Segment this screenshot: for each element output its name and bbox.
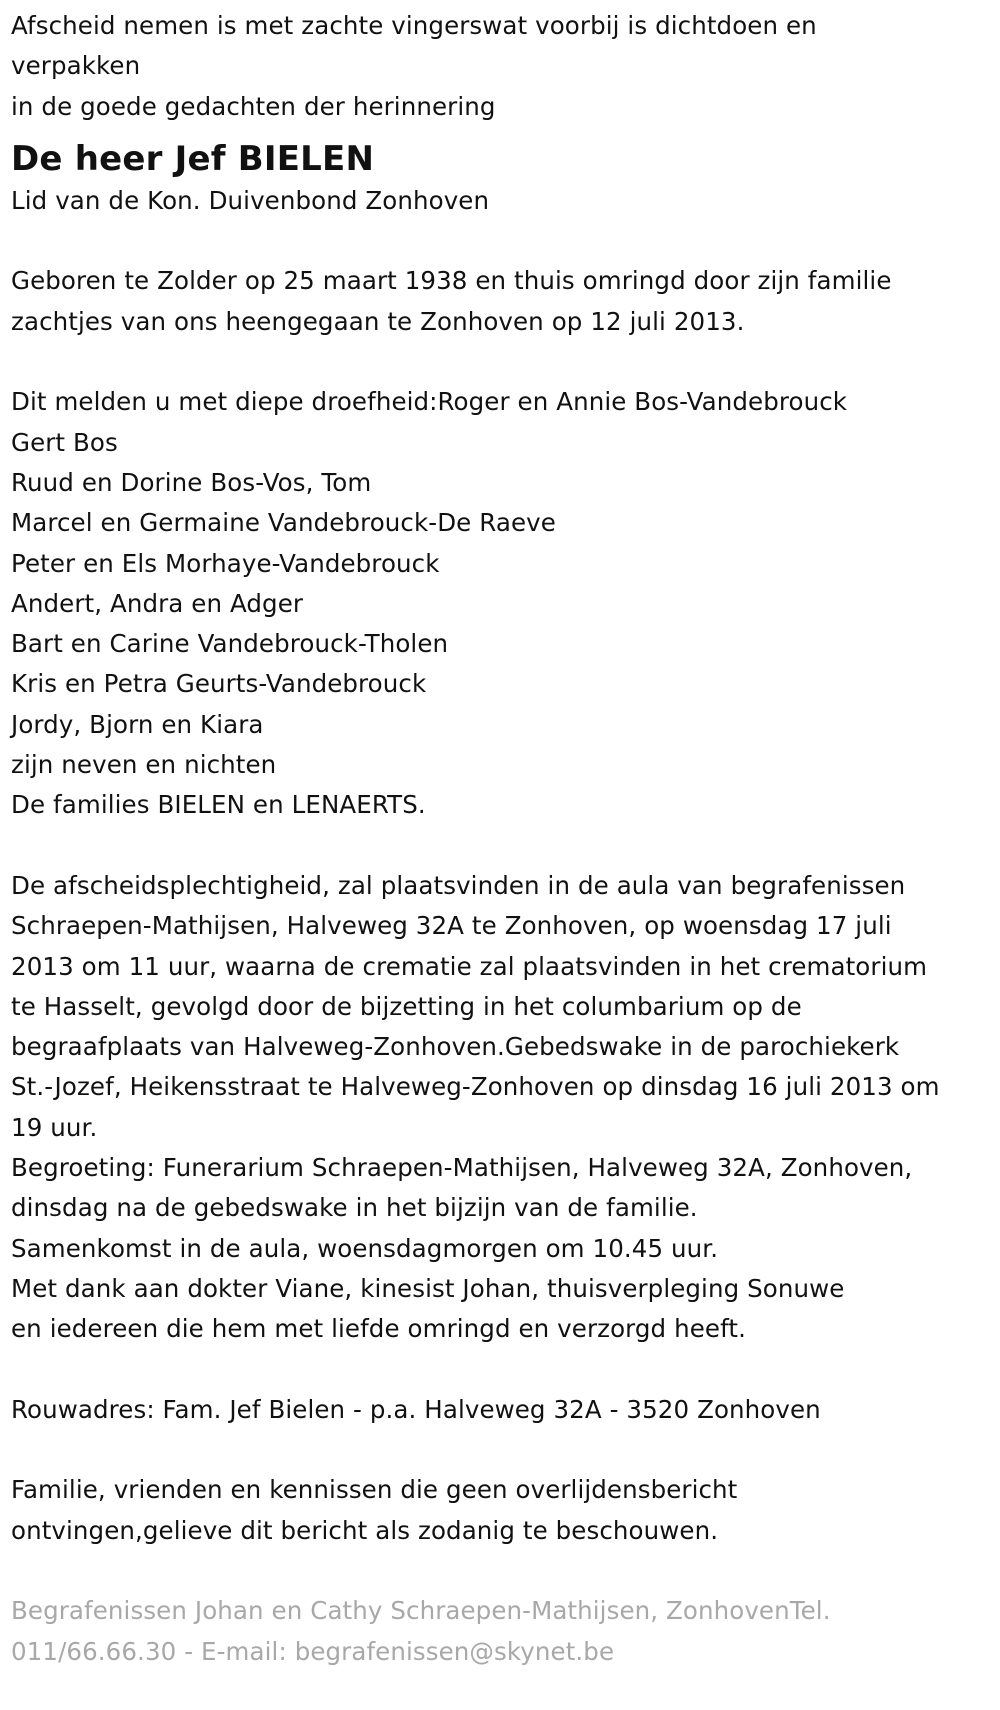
ceremony-line: Samenkomst in de aula, woensdagmorgen om 10.45 uur. <box>11 1233 719 1263</box>
birth-death-line: Geboren te Zolder op 25 maart 1938 en thuis omringd door zijn familie <box>11 266 892 296</box>
obituary-page <box>11 0 996 1672</box>
spacer <box>11 342 996 382</box>
spacer <box>11 1350 996 1390</box>
footer-line: Begrafenissen Johan en Cathy Schraepen-Mathijsen, ZonhovenTel. <box>11 1596 831 1626</box>
intro-line: in de goede gedachten der herinnering <box>11 91 496 121</box>
mourning-address: Rouwadres: Fam. Jef Bielen - p.a. Halveweg 32A - 3520 Zonhoven <box>11 1394 821 1424</box>
ceremony-line: Schraepen-Mathijsen, Halveweg 32A te Zonhoven, op woensdag 17 juli <box>11 911 892 941</box>
deceased-name-title: De heer Jef BIELEN <box>11 138 375 179</box>
ceremony-line: Met dank aan dokter Viane, kinesist Johan, thuisverpleging Sonuwe <box>11 1273 845 1303</box>
mourner-line: zijn neven en nichten <box>11 750 277 780</box>
spacer <box>11 221 996 261</box>
intro-line: Afscheid nemen is met zachte vingerswat voorbij is dichtdoen en <box>11 11 817 40</box>
ceremony-details <box>11 866 996 1350</box>
notice-line: ontvingen,gelieve dit bericht als zodanig te beschouwen. <box>11 1515 719 1545</box>
spacer <box>11 1430 996 1470</box>
ceremony-line: te Hasselt, gevolgd door de bijzetting in het columbarium op de <box>11 991 802 1021</box>
intro-line: verpakken <box>11 51 141 81</box>
birth-death-section <box>11 261 996 342</box>
subtitle-membership: Lid van de Kon. Duivenbond Zonhoven <box>11 185 490 215</box>
ceremony-line: 19 uur. <box>11 1112 98 1142</box>
mourner-line: Marcel en Germaine Vandebrouck-De Raeve <box>11 508 556 538</box>
notice-section <box>11 1470 996 1551</box>
mourner-line: Dit melden u met diepe droefheid:Roger en Annie Bos-Vandebrouck <box>11 387 848 417</box>
ceremony-line: De afscheidsplechtigheid, zal plaatsvinden in de aula van begrafenissen <box>11 870 906 900</box>
spacer <box>11 1551 996 1591</box>
birth-death-line: zachtjes van ons heengegaan te Zonhoven op 12 juli 2013. <box>11 306 745 336</box>
notice-line: Familie, vrienden en kennissen die geen overlijdensbericht <box>11 1475 738 1505</box>
ceremony-line: Begroeting: Funerarium Schraepen-Mathijsen, Halveweg 32A, Zonhoven, <box>11 1153 913 1183</box>
mourner-line: Peter en Els Morhaye-Vandebrouck <box>11 548 440 578</box>
mourner-line: De families BIELEN en LENAERTS. <box>11 790 426 820</box>
funeral-home-footer <box>11 1591 996 1672</box>
ceremony-line: dinsdag na de gebedswake in het bijzijn van de familie. <box>11 1193 698 1223</box>
ceremony-line: begraafplaats van Halveweg-Zonhoven.Gebedswake in de parochiekerk <box>11 1032 900 1062</box>
spacer <box>11 826 996 866</box>
mourner-line: Andert, Andra en Adger <box>11 588 304 618</box>
mourners-list <box>11 382 996 825</box>
mourner-line: Kris en Petra Geurts-Vandebrouck <box>11 669 427 699</box>
mourner-line: Jordy, Bjorn en Kiara <box>11 709 264 739</box>
mourner-line: Gert Bos <box>11 427 118 457</box>
ceremony-line: en iedereen die hem met liefde omringd en verzorgd heeft. <box>11 1314 746 1344</box>
ceremony-line: 2013 om 11 uur, waarna de crematie zal plaatsvinden in het crematorium <box>11 951 928 981</box>
mourner-line: Bart en Carine Vandebrouck-Tholen <box>11 629 449 659</box>
intro-poem <box>11 6 996 127</box>
mourner-line: Ruud en Dorine Bos-Vos, Tom <box>11 467 372 497</box>
footer-contact-line: 011/66.66.30 - E-mail: begrafenissen@skynet.be <box>11 1636 615 1666</box>
ceremony-line: St.-Jozef, Heikensstraat te Halveweg-Zonhoven op dinsdag 16 juli 2013 om <box>11 1072 940 1102</box>
